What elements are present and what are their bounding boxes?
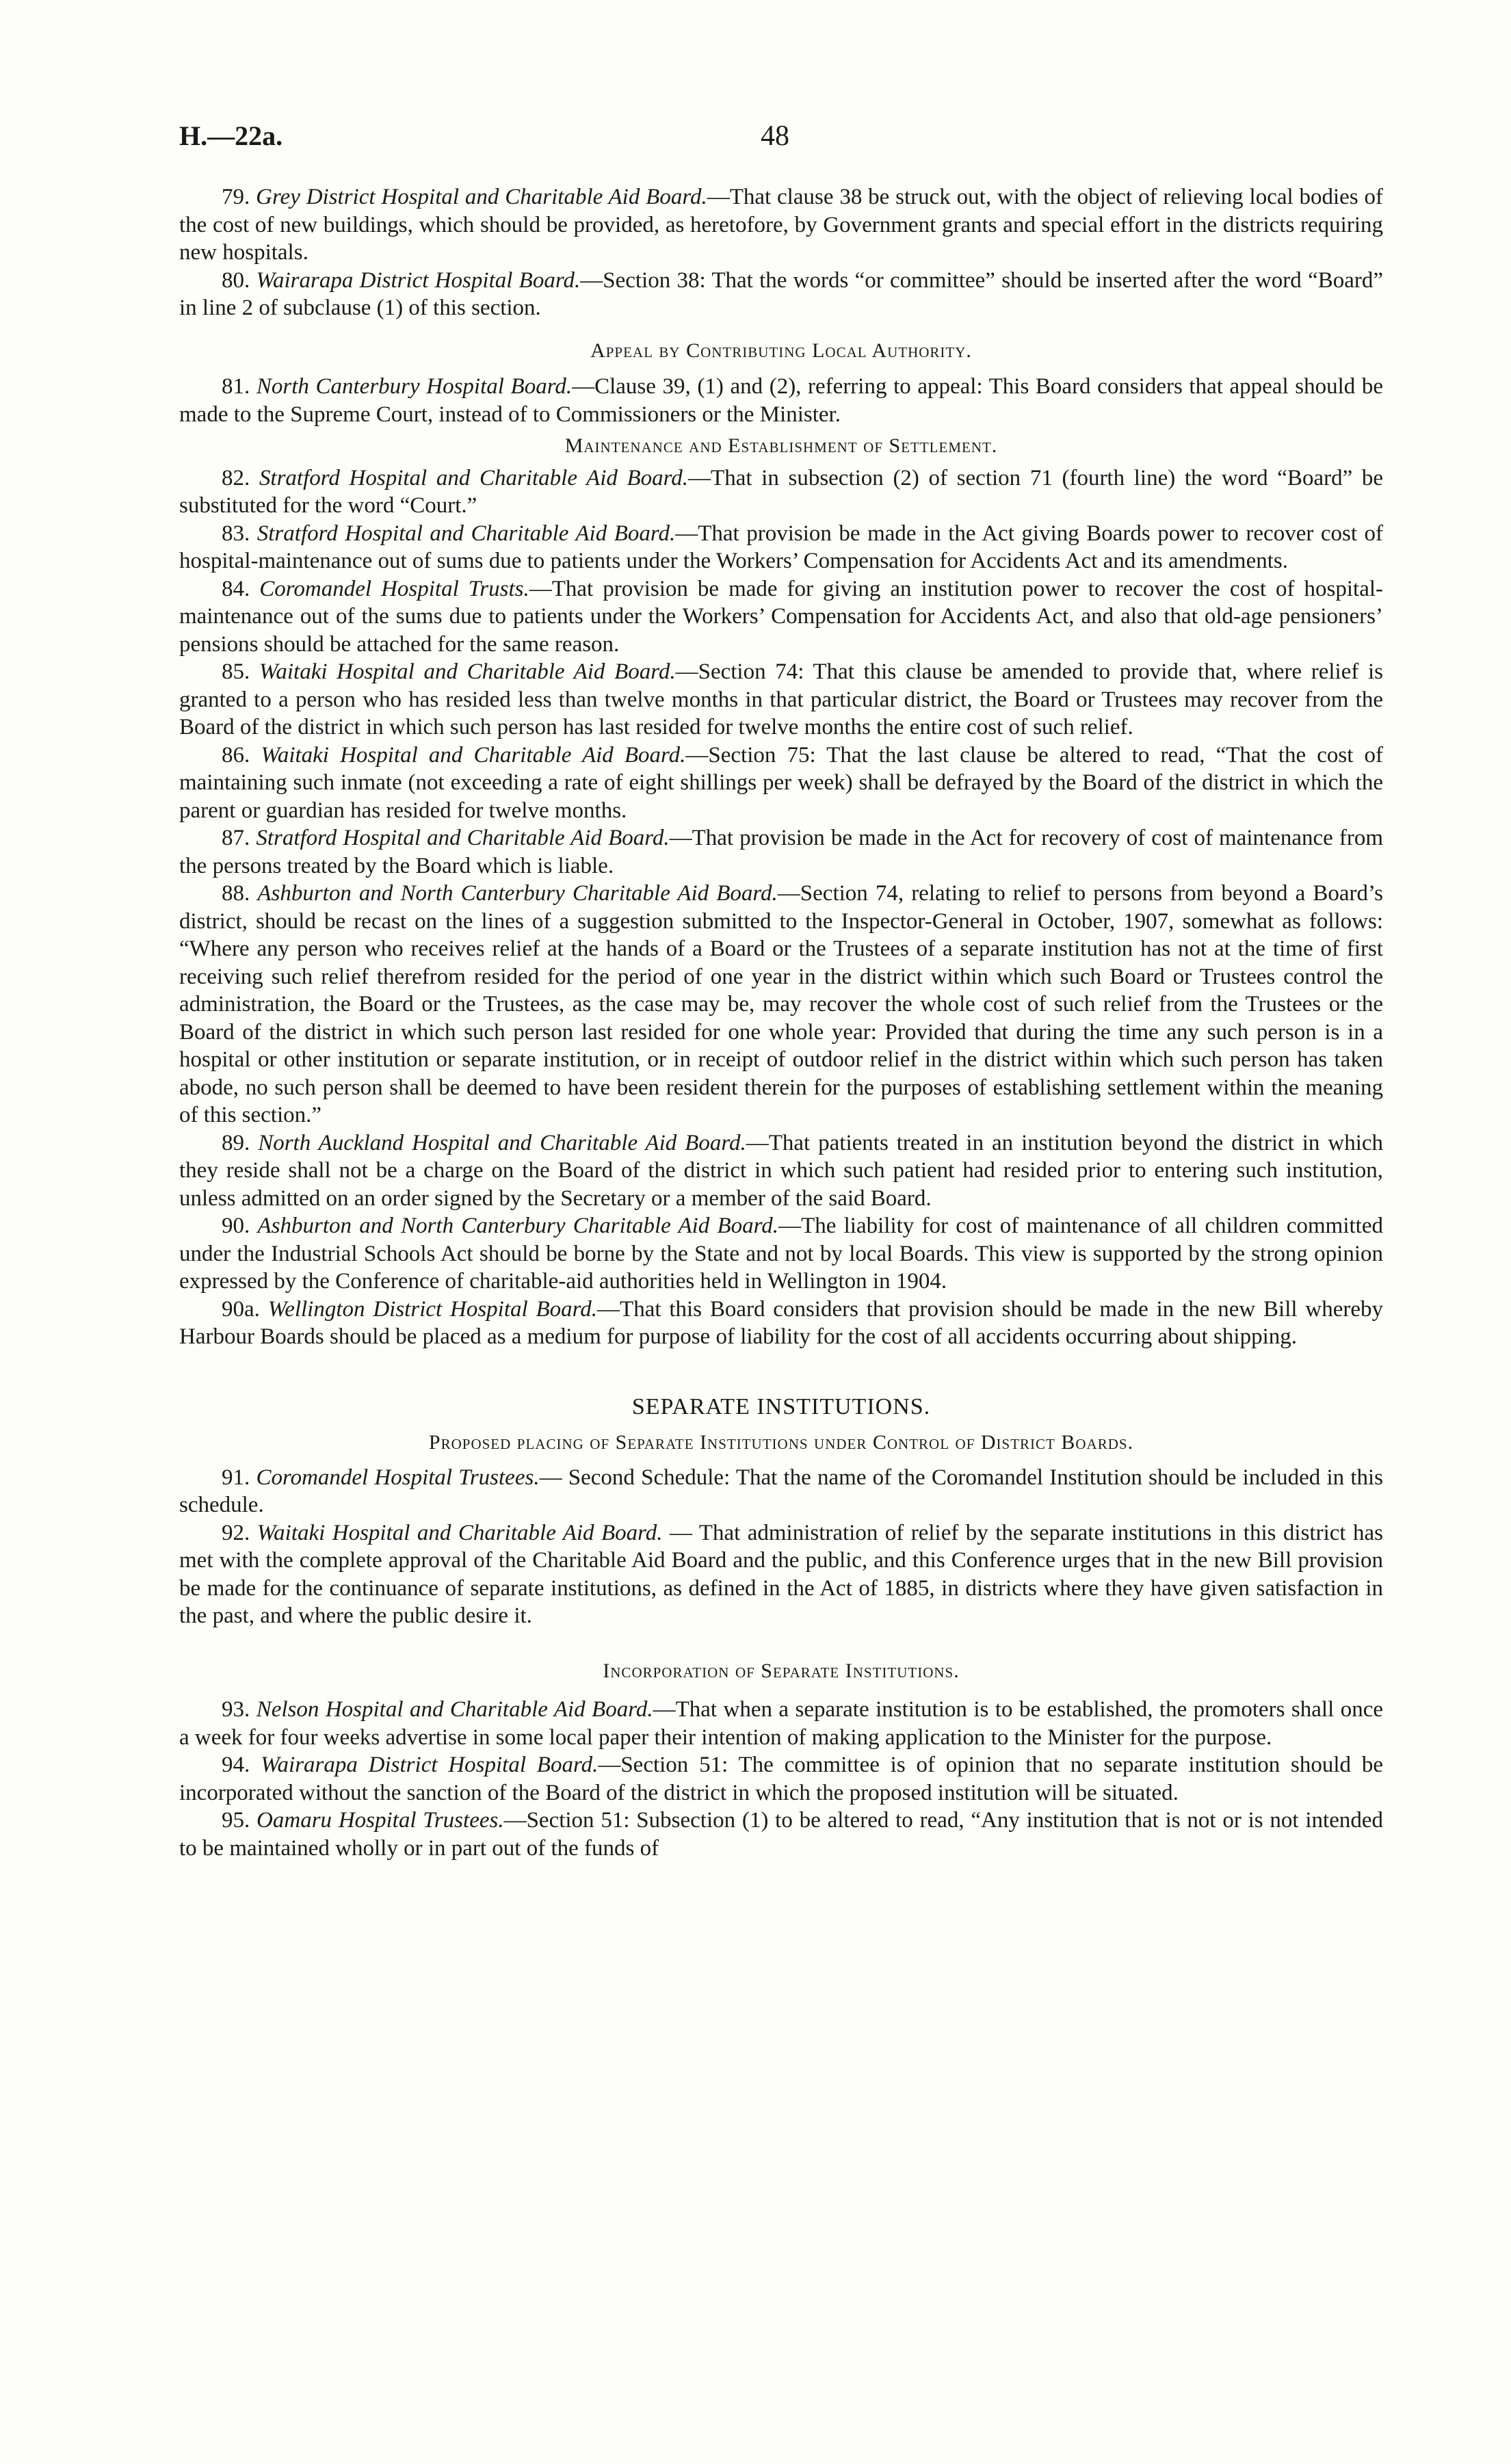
paragraph-83: 83. Stratford Hospital and Charitable Aid Board.—That provision be made in the Act giving Boards power to recover cost of hospital-maintenance out of sums due to patients under the Workers’ Compensation for Accidents Act and its amendments. [179, 521, 1384, 573]
paragraph-89: 89. North Auckland Hospital and Charitable Aid Board.—That patients treated in an institution beyond the district in which they reside shall not be a charge on the Board of the district in which such patient had resided prior to entering such institution, unless admitted on an order signed by the Secretary or a member of the said Board. [179, 1130, 1384, 1211]
paragraph-80: 80. Wairarapa District Hospital Board.—Section 38: That the words “or committee” should be inserted after the word “Board” in line 2 of subclause (1) of this section. [179, 267, 1384, 320]
paragraph-84: 84. Coromandel Hospital Trusts.—That provision be made for giving an institution power to recover the cost of hospital-maintenance out of the sums due to patients under the Workers’ Compensation for Accidents Act, and also that old-age pensioners’ pensions should be attached for the same reason. [179, 576, 1383, 657]
paragraph-source: Stratford Hospital and Charitable Aid Board. [259, 465, 689, 490]
paragraph-95: 95. Oamaru Hospital Trustees.—Section 51: Subsection (1) to be altered to read, “Any institution that is not or is not intended to be maintained wholly or in part out of the funds of [179, 1808, 1383, 1861]
document-id: H.—22a. [179, 120, 283, 151]
paragraph-85: 85. Waitaki Hospital and Charitable Aid Board.—Section 74: That this clause be amended to provide that, where relief is granted to a person who has resided less than twelve months in that particular district, the Board or Trustees may recover from the Board of the district in which such person has last resided for twelve months the entire cost of such relief. [179, 659, 1384, 739]
page-body [179, 183, 1383, 1862]
paragraph-source: North Canterbury Hospital Board. [256, 374, 573, 399]
paragraph-92: 92. Waitaki Hospital and Charitable Aid Board. — That administration of relief by the separate institutions in this district has met with the complete approval of the Charitable Aid Board and the public, and this Conference urges that in the new Bill provision be made for the continuance of separate institutions, as defined in the Act of 1885, in districts where they have given satisfaction in the past, and where the public desire it. [179, 1520, 1384, 1628]
section-heading: Proposed placing of Separate Institutions under Control of District Boards. [428, 1431, 1134, 1454]
paragraph-source: Nelson Hospital and Charitable Aid Board. [256, 1697, 653, 1722]
paragraph-90: 90. Ashburton and North Canterbury Charitable Aid Board.—The liability for cost of maintenance of all children committed under the Industrial Schools Act should be borne by the State and not by local Boards. This view is supported by the strong opinion expressed by the Conference of charitable-aid authorities held in Wellington in 1904. [179, 1214, 1384, 1294]
paragraph-source: Oamaru Hospital Trustees. [257, 1808, 504, 1833]
paragraph-source: Waitaki Hospital and Charitable Aid Board. [261, 742, 686, 768]
paragraph-94: 94. Wairarapa District Hospital Board.—Section 51: The committee is of opinion that no separate institution should be incorporated without the sanction of the Board of the district in which the proposed institution will be situated. [179, 1753, 1384, 1805]
paragraph-81: 81. North Canterbury Hospital Board.—Clause 39, (1) and (2), referring to appeal: This Board considers that appeal should be made to the Supreme Court, instead of to Commissioners or the Minister. [179, 374, 1383, 427]
paragraph-source: Wairarapa District Hospital Board. [256, 267, 581, 293]
paragraph-90a: 90a. Wellington District Hospital Board.—That this Board considers that provision should be made in the new Bill whereby Harbour Boards should be placed as a medium for purpose of liability for the cost of all accidents occurring about shipping. [179, 1296, 1384, 1349]
page-header [179, 120, 1383, 154]
main-section-heading: SEPARATE INSTITUTIONS. [631, 1393, 931, 1419]
paragraph-82: 82. Stratford Hospital and Charitable Aid Board.—That in subsection (2) of section 71 (fourth line) the word “Board” be substituted for the word “Court.” [179, 465, 1384, 518]
paragraph-87: 87. Stratford Hospital and Charitable Aid Board.—That provision be made in the Act for recovery of cost of maintenance from the persons treated by the Board which is liable. [179, 826, 1384, 878]
paragraph-source: Waitaki Hospital and Charitable Aid Board. [257, 1520, 663, 1545]
paragraph-source: Stratford Hospital and Charitable Aid Board. [256, 826, 670, 850]
paragraph-91: 91. Coromandel Hospital Trustees.— Second Schedule: That the name of the Coromandel Institution should be included in this schedule. [179, 1465, 1383, 1517]
page-number: 48 [761, 120, 789, 152]
section-heading: Incorporation of Separate Institutions. [603, 1659, 960, 1682]
paragraph-source: Wellington District Hospital Board. [267, 1296, 598, 1322]
paragraph-source: North Auckland Hospital and Charitable Aid Board. [258, 1130, 746, 1155]
paragraph-source: Coromandel Hospital Trustees. [256, 1465, 540, 1490]
paragraph-source: Ashburton and North Canterbury Charitable Aid Board. [257, 1214, 779, 1238]
section-heading: Maintenance and Establishment of Settlement. [564, 434, 998, 457]
paragraph-source: Stratford Hospital and Charitable Aid Board. [257, 521, 676, 546]
paragraph-source: Wairarapa District Hospital Board. [261, 1753, 599, 1777]
paragraph-79: 79. Grey District Hospital and Charitable Aid Board.—That clause 38 be struck out, with the object of relieving local bodies of the cost of new buildings, which should be provided, as heretofore, by Government grants and special effort in the districts requiring new hospitals. [179, 185, 1383, 265]
paragraph-88: 88. Ashburton and North Canterbury Charitable Aid Board.—Section 74, relating to relief to persons from beyond a Board’s district, should be recast on the lines of a suggestion submitted to the Inspector-General in October, 1907, somewhat as follows: “Where any person who receives relief at the hands of a Board or the Trustees of a separate institution has not at the time of first receiving such relief therefrom resided for the period of one year in the district within which such Board or Trustees control the administration, the Board or the Trustees, as the case may be, may recover the whole cost of such relief from the Trustees or the Board of the district in which such person last resided for one whole year: Provided that during the time any such person is in a hospital or other institution or separate institution, or in receipt of outdoor relief in the district within which such person has taken abode, no such person shall be deemed to have been resident therein for the purposes of establishing settlement within the meaning of this section.” [179, 881, 1384, 1127]
paragraph-source: Ashburton and North Canterbury Charitable Aid Board. [257, 881, 778, 906]
paragraph-86: 86. Waitaki Hospital and Charitable Aid Board.—Section 75: That the last clause be altered to read, “That the cost of maintaining such inmate (not exceeding a rate of eight shillings per week) shall be defrayed by the Board of the district in which the parent or guardian has resided for twelve months. [179, 742, 1383, 823]
section-heading: Appeal by Contributing Local Authority. [590, 339, 972, 362]
paragraph-source: Grey District Hospital and Charitable Aid Board. [256, 185, 707, 209]
paragraph-source: Coromandel Hospital Trusts. [259, 576, 529, 601]
paragraph-93: 93. Nelson Hospital and Charitable Aid Board.—That when a separate institution is to be established, the promoters shall once a week for four weeks advertise in some local paper their intention of making application to the Minister for the purpose. [179, 1697, 1383, 1750]
paragraph-source: Waitaki Hospital and Charitable Aid Board. [259, 659, 676, 684]
